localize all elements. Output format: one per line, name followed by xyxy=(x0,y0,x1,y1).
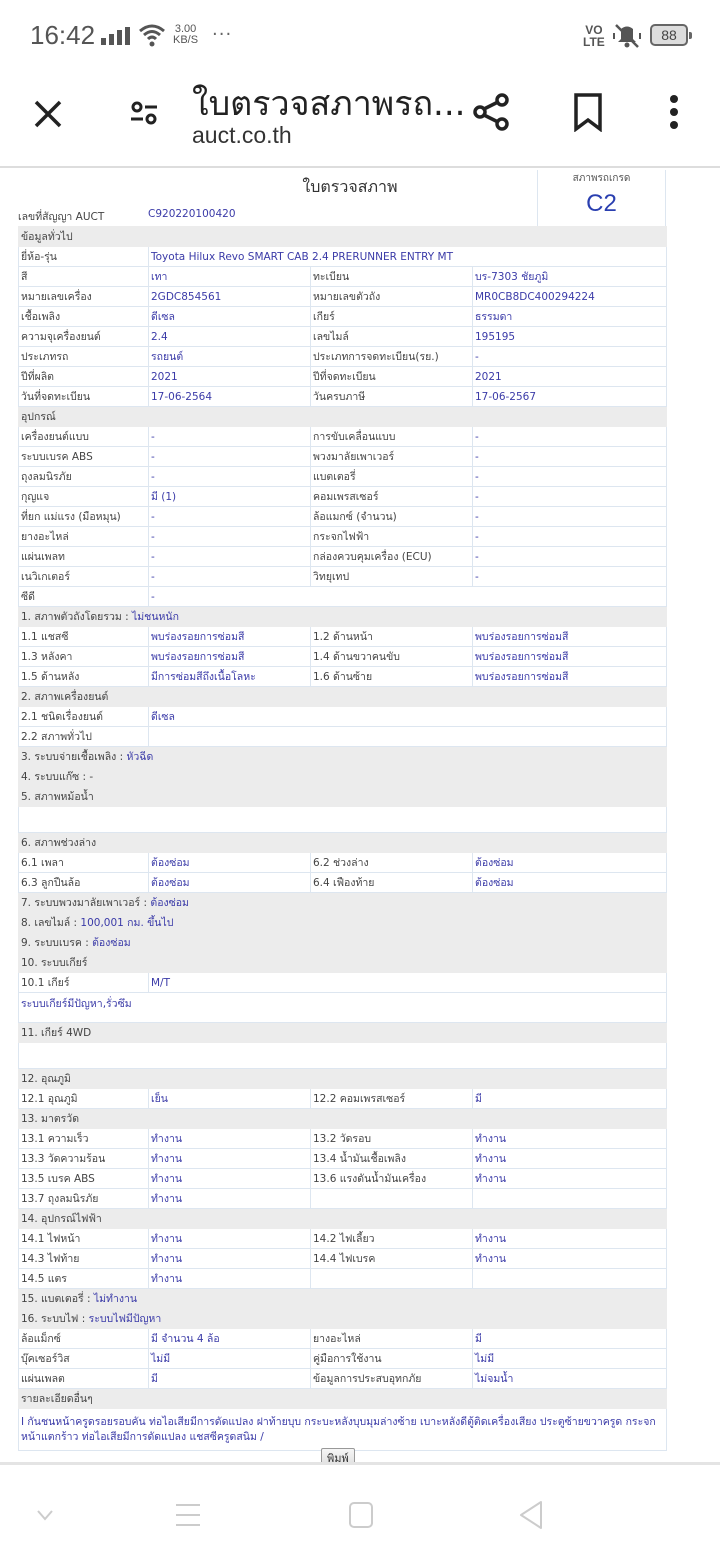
field-value: พบร่องรอยการซ่อมสี xyxy=(473,667,667,687)
field-value: - xyxy=(149,547,311,567)
section-radiator xyxy=(19,787,667,807)
table-row xyxy=(19,427,667,447)
field-label: ประเภทการจดทะเบียน(รย.) xyxy=(311,347,473,367)
field-value: พบร่องรอยการซ่อมสี xyxy=(473,647,667,667)
field-label: เชื้อเพลิง xyxy=(19,307,149,327)
section-title xyxy=(19,833,667,853)
field-label: ล้อแมกซ์ (จำนวน) xyxy=(311,507,473,527)
browser-toolbar xyxy=(0,70,720,168)
field-value: - xyxy=(149,507,311,527)
other-details-row xyxy=(19,1409,667,1451)
section-label: รายละเอียดอื่นๆ xyxy=(21,1393,93,1405)
field-value: 17-06-2567 xyxy=(473,387,667,407)
field-label: กล่องควบคุมเครื่อง (ECU) xyxy=(311,547,473,567)
grade-label: สภาพรถเกรด xyxy=(572,173,631,184)
field-value: - xyxy=(473,547,667,567)
back-button[interactable] xyxy=(506,1495,556,1535)
field-value: ทำงาน xyxy=(473,1149,667,1169)
share-button[interactable] xyxy=(470,90,514,134)
grade-value: C2 xyxy=(586,190,617,217)
table-row xyxy=(19,1149,667,1169)
field-value: 195195 xyxy=(473,327,667,347)
field-label: 1.1 แชสซี xyxy=(19,627,149,647)
inspection-table xyxy=(18,226,667,1451)
field-label: คู่มือการใช้งาน xyxy=(311,1349,473,1369)
field-label: กระจกไฟฟ้า xyxy=(311,527,473,547)
empty-cell xyxy=(19,1043,667,1069)
speed-unit: KB/S xyxy=(173,34,199,46)
status-bar xyxy=(0,0,720,70)
section-title xyxy=(19,607,667,627)
empty-row xyxy=(19,1043,667,1069)
field-value: เย็น xyxy=(149,1089,311,1109)
more-vert-icon xyxy=(668,94,680,130)
field-label: 1.3 หลังคา xyxy=(19,647,149,667)
field-value: ทำงาน xyxy=(149,1249,311,1269)
field-label: 13.7 ถุงลมนิรภัย xyxy=(19,1189,149,1209)
share-icon xyxy=(472,92,512,132)
field-label: ความจุเครื่องยนต์ xyxy=(19,327,149,347)
wifi-icon xyxy=(138,23,166,51)
section-general xyxy=(19,227,667,247)
section-title xyxy=(19,933,667,953)
more-options-button[interactable] xyxy=(654,90,694,134)
bookmark-icon xyxy=(572,92,604,132)
section-gas xyxy=(19,767,667,787)
section-title xyxy=(19,1109,667,1129)
section-label: อุปกรณ์ xyxy=(21,411,56,423)
section-label: 4. ระบบแก๊ซ : - xyxy=(21,771,94,783)
field-label: เครื่องยนต์แบบ xyxy=(19,427,149,447)
field-label: เลขไมล์ xyxy=(311,327,473,347)
home-button[interactable] xyxy=(336,1495,386,1535)
section-label: 3. ระบบจ่ายเชื้อเพลิง : xyxy=(21,751,127,763)
section-label: 14. อุปกรณ์ไฟฟ้า xyxy=(21,1213,102,1225)
table-row xyxy=(19,627,667,647)
field-value: ทำงาน xyxy=(473,1249,667,1269)
field-label: 1.5 ด้านหลัง xyxy=(19,667,149,687)
contract-number xyxy=(18,208,236,225)
field-label: 14.4 ไฟเบรค xyxy=(311,1249,473,1269)
table-row xyxy=(19,307,667,327)
field-value: - xyxy=(473,347,667,367)
field-value: 2021 xyxy=(149,367,311,387)
field-value: 2GDC854561 xyxy=(149,287,311,307)
field-label: พวงมาลัยเพาเวอร์ xyxy=(311,447,473,467)
field-value: รถยนต์ xyxy=(149,347,311,367)
section-label: 5. สภาพหม้อน้ำ xyxy=(21,791,94,803)
section-label: 9. ระบบเบรค : xyxy=(21,937,93,949)
field-value: ทำงาน xyxy=(149,1169,311,1189)
field-label: 6.4 เฟืองท้าย xyxy=(311,873,473,893)
section-title xyxy=(19,1069,667,1089)
empty-cell xyxy=(19,807,667,833)
field-value: ทำงาน xyxy=(149,1149,311,1169)
field-label: 1.4 ด้านขวาคนขับ xyxy=(311,647,473,667)
section-brake xyxy=(19,933,667,953)
table-row xyxy=(19,1369,667,1389)
table-row xyxy=(19,287,667,307)
table-row xyxy=(19,1249,667,1269)
section-power-steering xyxy=(19,893,667,913)
volte-bottom: LTE xyxy=(583,35,605,49)
section-title xyxy=(19,787,667,807)
field-label: 13.4 น้ำมันเชื้อเพลิง xyxy=(311,1149,473,1169)
page-title: ใบตรวจสภาพรถ... xyxy=(192,84,466,124)
section-gear xyxy=(19,953,667,973)
section-title xyxy=(19,1289,667,1309)
table-row xyxy=(19,247,667,267)
table-row xyxy=(19,487,667,507)
hide-nav-button[interactable] xyxy=(20,1495,70,1535)
menu-icon xyxy=(174,1502,202,1528)
section-electrical xyxy=(19,1209,667,1229)
section-fuel xyxy=(19,747,667,767)
field-value: บร-7303 ชัยภูมิ xyxy=(473,267,667,287)
field-value: 2021 xyxy=(473,367,667,387)
field-value: - xyxy=(473,427,667,447)
field-label: 6.3 ลูกปืนล้อ xyxy=(19,873,149,893)
battery-indicator: 88 xyxy=(650,24,688,46)
field-label: 13.2 วัดรอบ xyxy=(311,1129,473,1149)
section-value: ระบบไฟมีปัญหา xyxy=(88,1313,162,1325)
field-label: กุญแจ xyxy=(19,487,149,507)
field-label: ซีดี xyxy=(19,587,149,607)
field-value: ทำงาน xyxy=(149,1189,311,1209)
field-value: พบร่องรอยการซ่อมสี xyxy=(149,627,311,647)
section-title xyxy=(19,407,667,427)
contract-label: เลขที่สัญญา AUCT xyxy=(18,211,105,223)
field-label: แผ่นเพลท xyxy=(19,547,149,567)
field-value: ทำงาน xyxy=(149,1229,311,1249)
field-value: ไม่มี xyxy=(473,1349,667,1369)
section-value: 100,001 กม. ขึ้นไป xyxy=(80,917,174,929)
report-header xyxy=(18,170,666,226)
field-value: ทำงาน xyxy=(473,1129,667,1149)
table-row xyxy=(19,1329,667,1349)
field-value: ต้องซ่อม xyxy=(149,873,311,893)
field-label: คอมเพรสเซอร์ xyxy=(311,487,473,507)
section-gauges xyxy=(19,1109,667,1129)
field-value: MR0CB8DC400294224 xyxy=(473,287,667,307)
other-details: I กันชนหน้าครูดรอยรอบคัน ท่อไอเสียมีการดัดแปลง ฝาท้ายบุบ กระบะหลังบุบมุมล่างซ้าย เบาะหลังดีตู้ติดเครื่องเสียง ประตูซ้ายขวาครูด กระจกหน้าแตกร้าว ท่อไอเสียมีการดัดแปลง แชสซีครูดสนิม / xyxy=(19,1409,667,1451)
section-label: 2. สภาพเครื่องยนต์ xyxy=(21,691,109,703)
section-value: หัวฉีด xyxy=(126,751,154,763)
field-value: ต้องซ่อม xyxy=(149,853,311,873)
section-temperature xyxy=(19,1069,667,1089)
section-lighting xyxy=(19,1309,667,1329)
volte-indicator xyxy=(583,24,605,48)
field-value: ธรรมดา xyxy=(473,307,667,327)
section-label: 8. เลขไมล์ : xyxy=(21,917,81,929)
field-value: - xyxy=(473,567,667,587)
field-value xyxy=(473,1189,667,1209)
field-value xyxy=(149,727,667,747)
section-body xyxy=(19,607,667,627)
field-value: - xyxy=(473,527,667,547)
section-label: 10. ระบบเกียร์ xyxy=(21,957,88,969)
section-label: ข้อมูลทั่วไป xyxy=(21,231,73,243)
field-value: เทา xyxy=(149,267,311,287)
table-row xyxy=(19,567,667,587)
section-equipment xyxy=(19,407,667,427)
close-icon xyxy=(33,99,63,129)
field-label: ระบบเบรค ABS xyxy=(19,447,149,467)
field-value: มีการซ่อมสีถึงเนื้อโลหะ xyxy=(149,667,311,687)
field-value: - xyxy=(149,427,311,447)
field-value: มี xyxy=(473,1089,667,1109)
table-row xyxy=(19,587,667,607)
field-value: - xyxy=(149,527,311,547)
field-value: 17-06-2564 xyxy=(149,387,311,407)
field-label: 1.2 ด้านหน้า xyxy=(311,627,473,647)
field-label: 14.5 แตร xyxy=(19,1269,149,1289)
field-value: พบร่องรอยการซ่อมสี xyxy=(473,627,667,647)
table-row xyxy=(19,1169,667,1189)
field-value: มี xyxy=(473,1329,667,1349)
field-value: - xyxy=(149,447,311,467)
field-label: 14.3 ไฟท้าย xyxy=(19,1249,149,1269)
web-content xyxy=(0,170,720,1462)
table-row xyxy=(19,507,667,527)
table-row xyxy=(19,1269,667,1289)
inspection-report xyxy=(18,170,666,1451)
chevron-down-icon xyxy=(35,1508,55,1522)
field-label: วันครบภาษี xyxy=(311,387,473,407)
field-value: ทำงาน xyxy=(473,1229,667,1249)
section-4wd xyxy=(19,1023,667,1043)
field-label: ยางอะไหล่ xyxy=(19,527,149,547)
section-label: 11. เกียร์ 4WD xyxy=(21,1027,92,1039)
field-value: มี xyxy=(149,1369,311,1389)
field-label: 6.2 ช่วงล่าง xyxy=(311,853,473,873)
section-value: ไม่ชนหนัก xyxy=(131,611,179,623)
tune-icon xyxy=(127,99,161,129)
field-value: 2.4 xyxy=(149,327,311,347)
field-value: - xyxy=(149,567,311,587)
field-value: ไม่มี xyxy=(149,1349,311,1369)
section-label: 6. สภาพช่วงล่าง xyxy=(21,837,97,849)
field-label: สี xyxy=(19,267,149,287)
field-label: ปีที่จดทะเบียน xyxy=(311,367,473,387)
contract-value: C920220100420 xyxy=(148,208,236,220)
section-title xyxy=(19,227,667,247)
field-label: ล้อแม็กซ์ xyxy=(19,1329,149,1349)
table-row xyxy=(19,447,667,467)
field-label: เนวิเกเตอร์ xyxy=(19,567,149,587)
table-row xyxy=(19,387,667,407)
gear-note: ระบบเกียร์มีปัญหา,รั่วซึม xyxy=(19,993,667,1023)
field-label: 12.1 อุณภูมิ xyxy=(19,1089,149,1109)
field-label: ถุงลมนิรภัย xyxy=(19,467,149,487)
section-mileage xyxy=(19,913,667,933)
field-label: 14.2 ไฟเลี้ยว xyxy=(311,1229,473,1249)
section-battery xyxy=(19,1289,667,1309)
bookmark-button[interactable] xyxy=(566,90,610,134)
table-row xyxy=(19,267,667,287)
close-button[interactable] xyxy=(28,94,68,134)
section-value: ต้องซ่อม xyxy=(92,937,131,949)
section-title xyxy=(19,893,667,913)
field-label: วันที่จดทะเบียน xyxy=(19,387,149,407)
field-label: ปีที่ผลิต xyxy=(19,367,149,387)
volte-top: VO xyxy=(585,23,603,37)
field-value: พบร่องรอยการซ่อมสี xyxy=(149,647,311,667)
cell-signal-icon xyxy=(101,27,131,49)
section-label: 15. แบตเตอรี่ : xyxy=(21,1293,94,1305)
field-label: แบตเตอรี่ xyxy=(311,467,473,487)
field-label: 10.1 เกียร์ xyxy=(19,973,149,993)
field-label: 2.1 ชนิดเรื่องยนต์ xyxy=(19,707,149,727)
field-label: 13.3 วัดความร้อน xyxy=(19,1149,149,1169)
section-title xyxy=(19,1209,667,1229)
page-url[interactable]: auct.co.th xyxy=(192,122,292,148)
field-value: - xyxy=(149,587,667,607)
field-label xyxy=(311,1189,473,1209)
field-label: ทะเบียน xyxy=(311,267,473,287)
section-title xyxy=(19,913,667,933)
field-label: 13.6 แรงดันน้ำมันเครื่อง xyxy=(311,1169,473,1189)
section-value: ไม่ทำงาน xyxy=(93,1293,138,1305)
table-row xyxy=(19,327,667,347)
section-title xyxy=(19,747,667,767)
field-label: การขับเคลื่อนแบบ xyxy=(311,427,473,447)
network-speed xyxy=(173,24,198,46)
table-row xyxy=(19,853,667,873)
field-value: มี จำนวน 4 ล้อ xyxy=(149,1329,311,1349)
field-label: 13.1 ความเร็ว xyxy=(19,1129,149,1149)
field-value: ไม่จมน้ำ xyxy=(473,1369,667,1389)
table-row xyxy=(19,367,667,387)
table-row xyxy=(19,1229,667,1249)
report-title: ใบตรวจสภาพ xyxy=(302,177,398,196)
section-title xyxy=(19,953,667,973)
table-row xyxy=(19,647,667,667)
section-other xyxy=(19,1389,667,1409)
field-value: ดีเซล xyxy=(149,307,311,327)
field-label: ยางอะไหล่ xyxy=(311,1329,473,1349)
gear-note-row xyxy=(19,993,667,1023)
empty-row xyxy=(19,807,667,833)
home-square-icon xyxy=(347,1501,375,1529)
field-value: ต้องซ่อม xyxy=(473,873,667,893)
field-label: 6.1 เพลา xyxy=(19,853,149,873)
table-row xyxy=(19,707,667,727)
back-triangle-icon xyxy=(517,1500,545,1530)
field-label: หมายเลขเครื่อง xyxy=(19,287,149,307)
section-label: 1. สภาพตัวถังโดยรวม : xyxy=(21,611,132,623)
field-label: 1.6 ด้านซ้าย xyxy=(311,667,473,687)
field-label: 13.5 เบรค ABS xyxy=(19,1169,149,1189)
field-label: ที่ยก แม่แรง (มือหมุน) xyxy=(19,507,149,527)
site-settings-button[interactable] xyxy=(124,94,164,134)
grade-box xyxy=(537,170,666,226)
field-label: หมายเลขตัวถัง xyxy=(311,287,473,307)
field-label: 14.1 ไฟหน้า xyxy=(19,1229,149,1249)
table-row xyxy=(19,1089,667,1109)
field-value: - xyxy=(149,467,311,487)
print-button[interactable]: พิมพ์ xyxy=(321,1448,355,1462)
field-value: ทำงาน xyxy=(149,1269,311,1289)
section-engine xyxy=(19,687,667,707)
more-notifications-icon: ··· xyxy=(212,24,233,45)
field-value: ทำงาน xyxy=(473,1169,667,1189)
system-navigation-bar xyxy=(0,1462,720,1560)
section-label: 12. อุณภูมิ xyxy=(21,1073,71,1085)
field-value: ทำงาน xyxy=(149,1129,311,1149)
speed-value: 3.00 xyxy=(174,23,197,35)
field-value: Toyota Hilux Revo SMART CAB 2.4 PRERUNNER ENTRY MT xyxy=(149,247,667,267)
field-value: - xyxy=(473,447,667,467)
section-label: 13. มาตรวัด xyxy=(21,1113,80,1125)
vibrate-mute-icon xyxy=(612,23,642,53)
field-label: ประเภทรถ xyxy=(19,347,149,367)
section-title xyxy=(19,1023,667,1043)
field-value: - xyxy=(473,507,667,527)
section-title xyxy=(19,687,667,707)
field-value: ต้องซ่อม xyxy=(473,853,667,873)
table-row xyxy=(19,467,667,487)
table-row xyxy=(19,727,667,747)
field-label xyxy=(311,1269,473,1289)
table-row xyxy=(19,347,667,367)
field-label: 2.2 สภาพทั่วไป xyxy=(19,727,149,747)
field-label: แผ่นเพลต xyxy=(19,1369,149,1389)
field-value: - xyxy=(473,467,667,487)
field-label: ยี่ห้อ-รุ่น xyxy=(19,247,149,267)
table-row xyxy=(19,973,667,993)
section-title xyxy=(19,767,667,787)
section-label: 16. ระบบไฟ : xyxy=(21,1313,89,1325)
recents-button[interactable] xyxy=(163,1495,213,1535)
section-title xyxy=(19,1389,667,1409)
field-label: 12.2 คอมเพรสเซอร์ xyxy=(311,1089,473,1109)
field-label: ข้อมูลการประสบอุทกภัย xyxy=(311,1369,473,1389)
field-label: วิทยุเทป xyxy=(311,567,473,587)
table-row xyxy=(19,667,667,687)
table-row xyxy=(19,1189,667,1209)
section-label: 7. ระบบพวงมาลัยเพาเวอร์ : xyxy=(21,897,151,909)
field-value: ดีเซล xyxy=(149,707,667,727)
field-value xyxy=(473,1269,667,1289)
table-row xyxy=(19,1349,667,1369)
clock: 16:42 xyxy=(30,20,96,50)
section-title xyxy=(19,1309,667,1329)
table-row xyxy=(19,873,667,893)
table-row xyxy=(19,547,667,567)
table-row xyxy=(19,527,667,547)
section-suspension xyxy=(19,833,667,853)
section-value: ต้องซ่อม xyxy=(150,897,189,909)
field-value: มี (1) xyxy=(149,487,311,507)
field-value: M/T xyxy=(149,973,667,993)
field-label: บุ๊คเซอร์วิส xyxy=(19,1349,149,1369)
table-row xyxy=(19,1129,667,1149)
field-value: - xyxy=(473,487,667,507)
field-label: เกียร์ xyxy=(311,307,473,327)
